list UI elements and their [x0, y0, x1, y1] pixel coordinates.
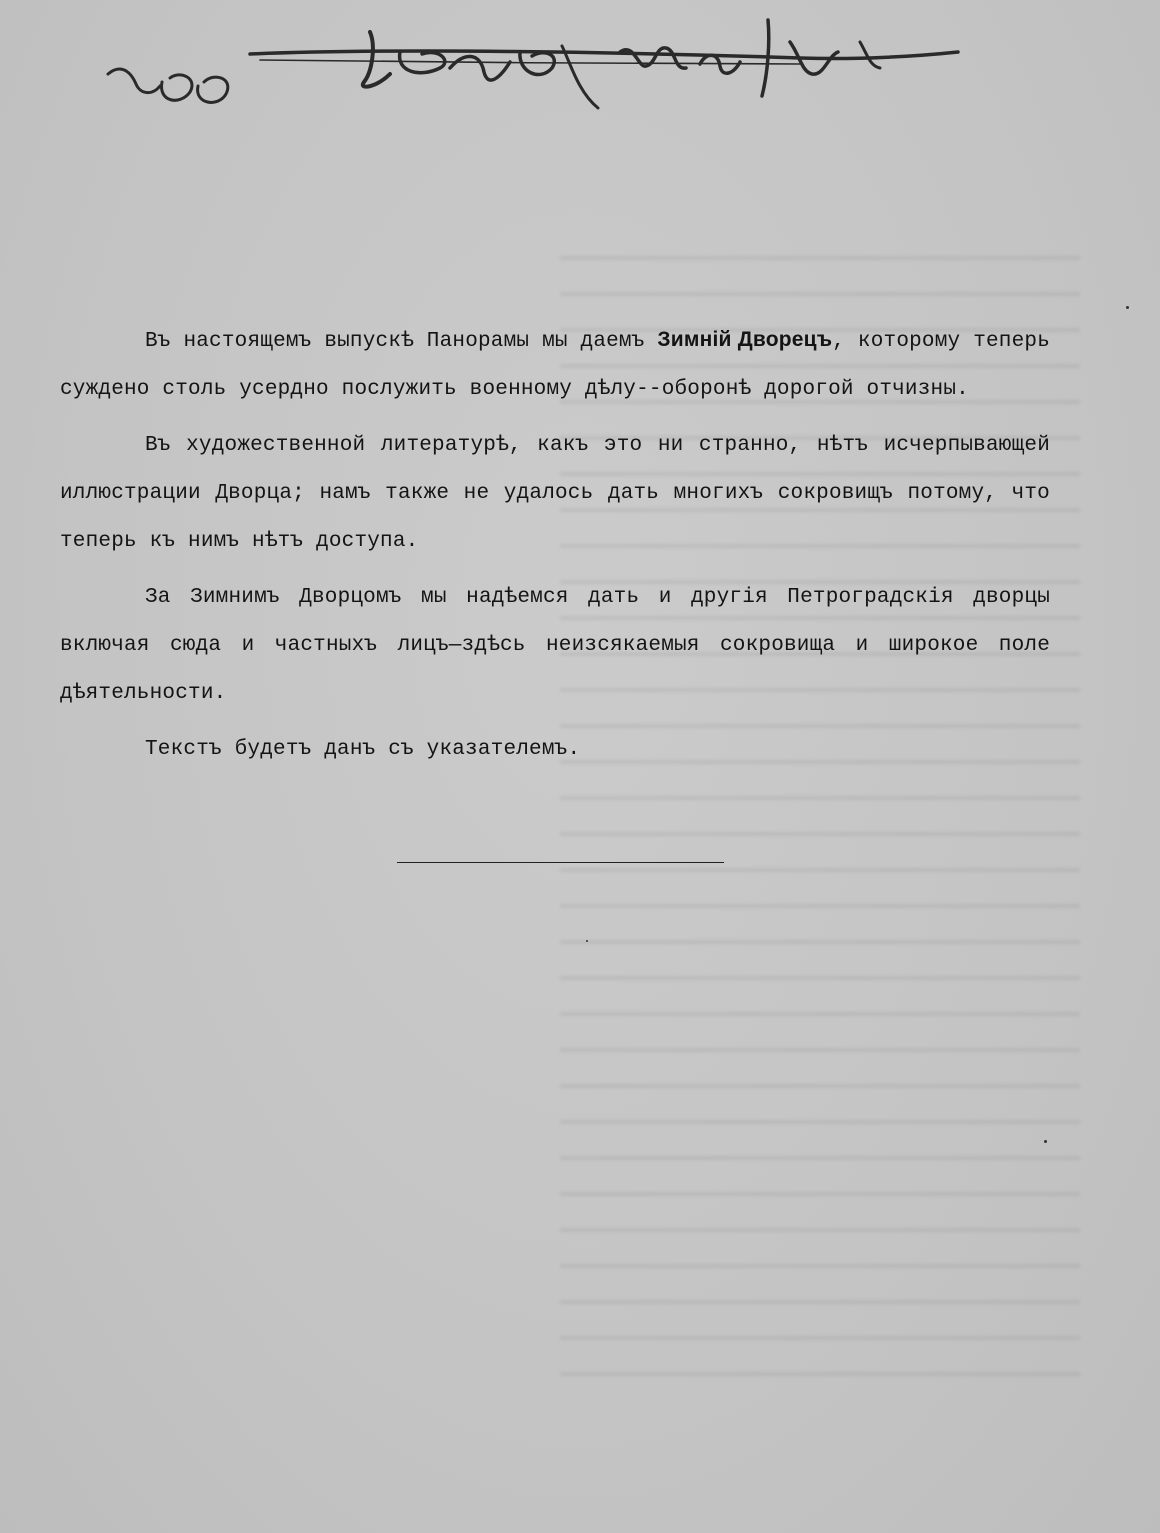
paragraph-intro	[60, 316, 1050, 414]
paper-speck	[1126, 306, 1129, 309]
paragraph-other-palaces: За Зимнимъ Дворцомъ мы надѣемся дать и другія Петроградскія дворцы включая сюда и частныхъ лицъ—здѣсь неизсякаемыя сокровища и широкое поле дѣятельности.	[60, 586, 1050, 705]
paper-speck	[586, 940, 588, 942]
handwritten-signature	[100, 12, 970, 122]
paper-speck	[1044, 1140, 1047, 1143]
intro-text-start: Въ настоящемъ выпускѣ Панорамы мы даемъ	[145, 330, 658, 353]
paragraph-literature: Въ художественной литературѣ, какъ это ни странно, нѣтъ исчерпывающей иллюстрации Дворца; намъ также не удалось дать многихъ сокровищъ потому, что теперь къ нимъ нѣтъ доступа.	[60, 434, 1050, 553]
intro-text-end: , которому теперь суждено столь усердно послужить военному дѣлу--оборонѣ дорогой отчизны.	[60, 330, 1051, 401]
closing-divider	[397, 862, 724, 863]
paragraph-index-note: Текстъ будетъ данъ съ указателемъ.	[145, 738, 581, 761]
winter-palace-emphasis: Зимній Дворецъ	[657, 328, 833, 351]
notice-body	[60, 316, 1050, 782]
